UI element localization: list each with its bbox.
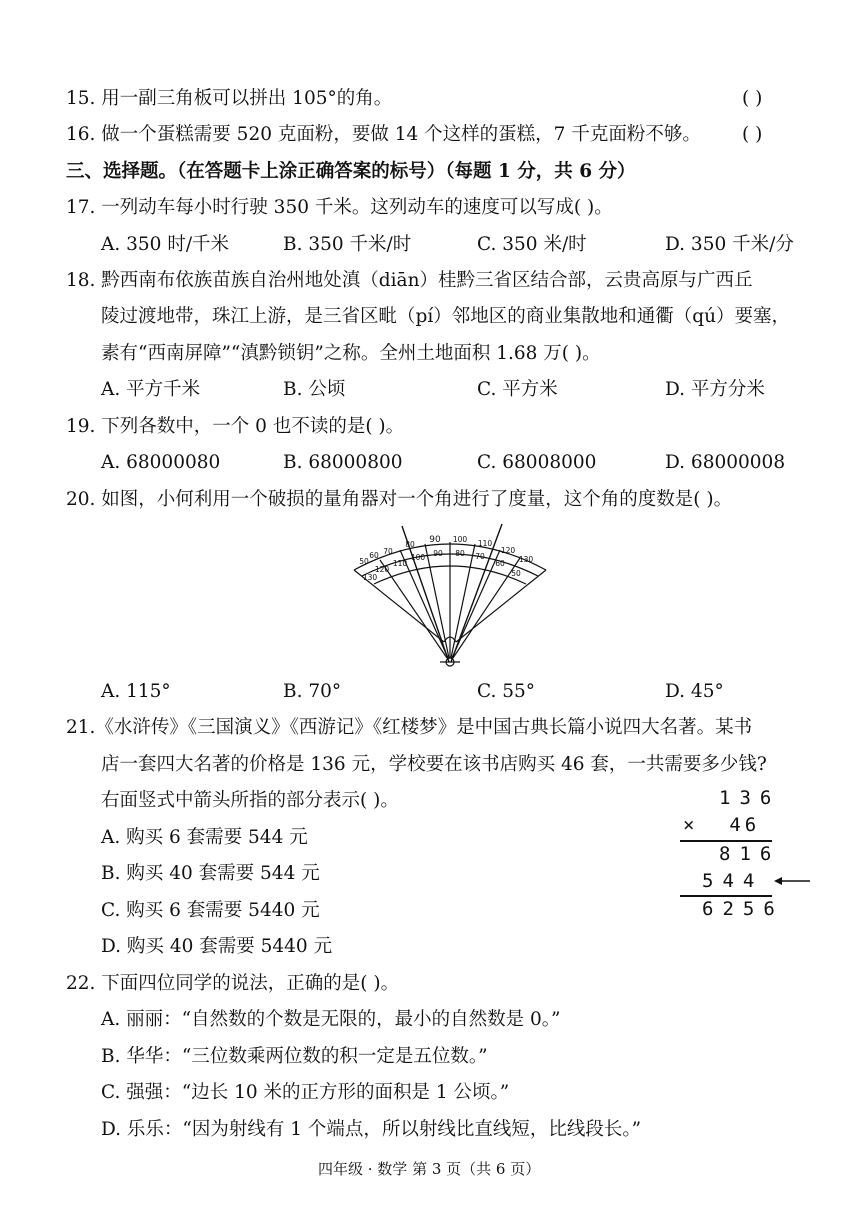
outer-label-100: 100 — [452, 535, 468, 544]
q17-option-c[interactable]: C. 350 米/时 — [477, 234, 587, 255]
q20-option-d[interactable]: D. 45° — [665, 681, 724, 702]
inner-label-110: 110 — [392, 559, 408, 568]
q22-option-a[interactable]: A. 丽丽：“自然数的个数是无限的，最小的自然数是 0。” — [101, 1009, 561, 1030]
outer-label-80: 80 — [405, 540, 415, 549]
inner-label-70: 70 — [475, 552, 485, 561]
section-3-heading: 三、选择题。（在答题卡上涂正确答案的标号）（每题 1 分，共 6 分） — [66, 161, 636, 182]
q20-option-a[interactable]: A. 115° — [101, 681, 171, 702]
question-18-line-1: 18. 黔西南布依族苗族自治州地处滇（diān）桂黔三省区结合部，云贵高原与广西丘 — [66, 270, 753, 291]
arrow-left-icon — [772, 874, 812, 888]
q21-option-c[interactable]: C. 购买 6 套需要 5440 元 — [101, 900, 320, 921]
question-21-line-3: 右面竖式中箭头所指的部分表示( )。 — [101, 790, 399, 811]
outer-label-90: 90 — [429, 535, 441, 545]
question-16: 16. 做一个蛋糕需要 520 克面粉，要做 14 个这样的蛋糕，7 千克面粉不够。 — [66, 124, 701, 145]
calc-result: 6256 — [702, 898, 784, 920]
q19-option-c[interactable]: C. 68008000 — [477, 452, 597, 473]
inner-label-50: 50 — [511, 569, 521, 578]
question-15: 15. 用一副三角板可以拼出 105°的角。 — [66, 88, 393, 109]
question-21-line-2: 店一套四大名著的价格是 136 元，学校要在该书店购买 46 套，一共需要多少钱? — [101, 754, 767, 775]
q20-option-c[interactable]: C. 55° — [477, 681, 536, 702]
q17-option-a[interactable]: A. 350 时/千米 — [101, 234, 230, 255]
q19-option-d[interactable]: D. 68000008 — [665, 452, 786, 473]
question-20: 20. 如图，小何利用一个破损的量角器对一个角进行了度量，这个角的度数是( )。 — [66, 489, 733, 510]
question-18-line-2: 陵过渡地带，珠江上游，是三省区毗（pí）邻地区的商业集散地和通衢（qú）要塞， — [101, 306, 791, 327]
answer-bracket-15[interactable]: ( ) — [742, 88, 763, 109]
q22-option-b[interactable]: B. 华华：“三位数乘两位数的积一定是五位数。” — [101, 1046, 488, 1067]
q18-option-d[interactable]: D. 平方分米 — [665, 379, 765, 400]
q22-option-c[interactable]: C. 强强：“边长 10 米的正方形的面积是 1 公顷。” — [101, 1082, 510, 1103]
calc-multiplier: × 46 — [683, 814, 761, 836]
question-18-line-3: 素有“西南屏障”“滇黔锁钥”之称。全州土地面积 1.68 万( )。 — [101, 343, 601, 364]
left-label-120: 120 — [374, 565, 390, 574]
q19-option-b[interactable]: B. 68000800 — [283, 452, 403, 473]
broken-protractor-figure — [340, 520, 560, 670]
outer-label-130: 130 — [518, 555, 534, 564]
question-21-line-1: 21.《水浒传》《三国演义》《西游记》《红楼梦》是中国古典长篇小说四大名著。某书 — [66, 717, 753, 738]
question-17: 17. 一列动车每小时行驶 350 千米。这列动车的速度可以写成( )。 — [66, 197, 613, 218]
calc-rule-1 — [680, 840, 772, 842]
q18-option-b[interactable]: B. 公顷 — [283, 379, 346, 400]
left-label-50: 50 — [359, 557, 369, 566]
calc-partial-2: 544 — [702, 870, 764, 892]
question-19: 19. 下列各数中，一个 0 也不读的是( )。 — [66, 416, 405, 437]
inner-label-100: 100 — [410, 553, 426, 562]
outer-label-110: 110 — [477, 539, 493, 548]
q17-option-d[interactable]: D. 350 千米/分 — [665, 234, 794, 255]
calc-partial-1: 816 — [719, 843, 781, 865]
q19-option-a[interactable]: A. 68000080 — [101, 452, 221, 473]
inner-label-90: 90 — [433, 549, 443, 558]
q21-option-b[interactable]: B. 购买 40 套需要 544 元 — [101, 863, 320, 884]
q20-option-b[interactable]: B. 70° — [283, 681, 342, 702]
q22-option-d[interactable]: D. 乐乐：“因为射线有 1 个端点，所以射线比直线短，比线段长。” — [101, 1119, 642, 1140]
calc-multiplicand: 136 — [719, 787, 781, 809]
inner-label-60: 60 — [495, 559, 505, 568]
page-footer: 四年级 · 数学 第 3 页（共 6 页） — [318, 1160, 541, 1178]
q18-option-c[interactable]: C. 平方米 — [477, 379, 558, 400]
inner-label-80: 80 — [455, 549, 465, 558]
answer-bracket-16[interactable]: ( ) — [742, 124, 763, 145]
q21-option-d[interactable]: D. 购买 40 套需要 5440 元 — [101, 936, 333, 957]
calc-rule-2 — [680, 895, 772, 897]
outer-label-70: 70 — [383, 547, 393, 556]
question-22: 22. 下面四位同学的说法，正确的是( )。 — [66, 973, 400, 994]
left-label-60: 60 — [369, 551, 379, 560]
q17-option-b[interactable]: B. 350 千米/时 — [283, 234, 412, 255]
q18-option-a[interactable]: A. 平方千米 — [101, 379, 201, 400]
left-label-130: 130 — [362, 573, 378, 582]
q21-option-a[interactable]: A. 购买 6 套需要 544 元 — [101, 827, 308, 848]
outer-label-120: 120 — [500, 546, 516, 555]
